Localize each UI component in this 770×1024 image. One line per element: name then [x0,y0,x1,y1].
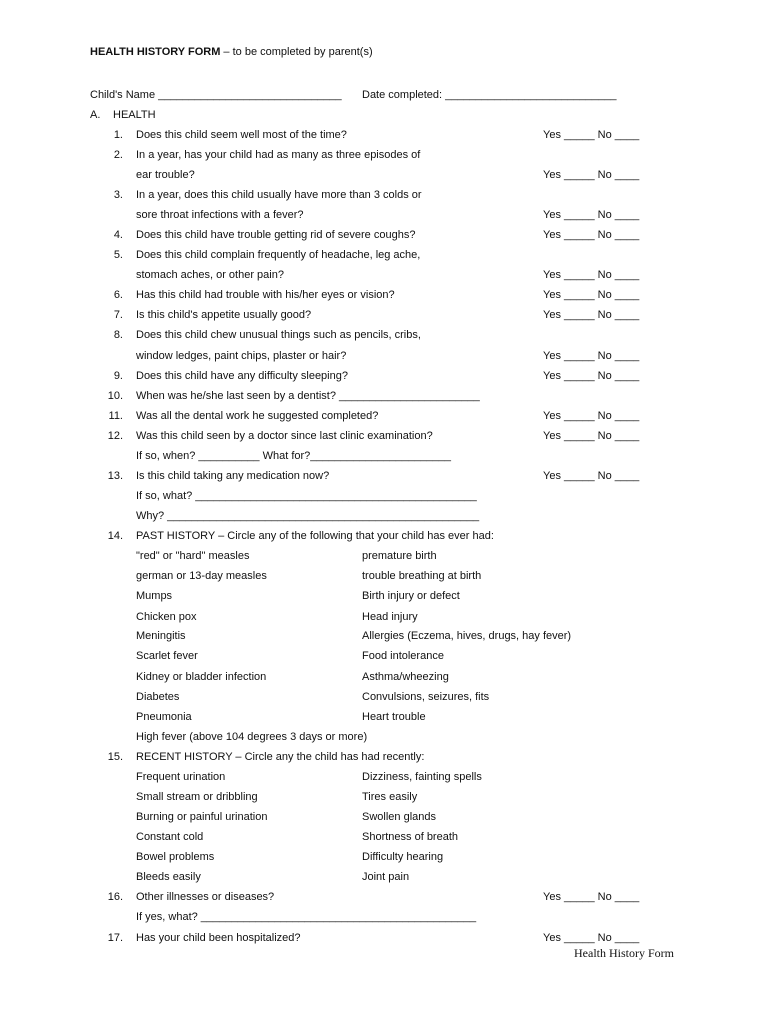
past-history-item[interactable]: Pneumonia [136,711,192,723]
section-letter: A. [90,109,101,121]
yes-no-answer[interactable]: Yes _____ No ____ [543,470,640,482]
question-text: Is this child taking any medication now? [136,470,330,482]
question-followup[interactable]: If so, when? __________ What for?_______________________ [136,450,451,462]
past-history-item[interactable]: Allergies (Eczema, hives, drugs, hay fever) [362,630,572,642]
form-title-subtitle: – to be completed by parent(s) [220,46,373,58]
recent-history-item[interactable]: Dizziness, fainting spells [362,771,482,783]
question-text: ear trouble? [136,169,195,181]
recent-history-item[interactable]: Tires easily [362,791,418,803]
question-text: Does this child complain frequently of headache, leg ache, [136,249,421,261]
yes-no-answer[interactable]: Yes _____ No ____ [543,309,640,321]
past-history-item[interactable]: Convulsions, seizures, fits [362,691,490,703]
question-text: PAST HISTORY – Circle any of the following that your child has ever had: [136,530,494,542]
question-text: stomach aches, or other pain? [136,269,284,281]
question-number: 11. [108,410,123,422]
question-text: Other illnesses or diseases? [136,891,275,903]
question-text: Is this child's appetite usually good? [136,309,312,321]
form-title [90,45,373,59]
yes-no-answer[interactable]: Yes _____ No ____ [543,370,640,382]
past-history-item[interactable]: High fever (above 104 degrees 3 days or more) [136,731,368,743]
yes-no-answer[interactable]: Yes _____ No ____ [543,269,640,281]
recent-history-item[interactable]: Constant cold [136,831,204,843]
past-history-item[interactable]: Meningitis [136,630,186,642]
past-history-item[interactable]: Head injury [362,611,418,623]
past-history-item[interactable]: Asthma/wheezing [362,671,449,683]
form-title-bold: HEALTH HISTORY FORM [90,46,221,58]
recent-history-item[interactable]: Joint pain [362,871,410,883]
recent-history-item[interactable]: Shortness of breath [362,831,459,843]
question-text: In a year, does this child usually have more than 3 colds or [136,189,422,201]
question-number: 17. [107,932,123,944]
past-history-item[interactable]: Heart trouble [362,711,426,723]
question-number: 15. [107,751,123,763]
question-number: 7. [113,309,123,321]
question-text: Does this child have any difficulty sleeping? [136,370,348,382]
date-completed-field[interactable]: Date completed: ____________________________ [362,89,617,101]
yes-no-answer[interactable]: Yes _____ No ____ [543,229,640,241]
recent-history-item[interactable]: Burning or painful urination [136,811,268,823]
question-text: sore throat infections with a fever? [136,209,304,221]
yes-no-answer[interactable]: Yes _____ No ____ [543,410,640,422]
recent-history-item[interactable]: Small stream or dribbling [136,791,258,803]
past-history-item[interactable]: Food intolerance [362,650,444,662]
question-number: 1. [113,129,123,141]
question-number: 13. [107,470,123,482]
question-text: Does this child seem well most of the time? [136,129,347,141]
yes-no-answer[interactable]: Yes _____ No ____ [543,129,640,141]
question-number: 10. [107,390,123,402]
yes-no-answer[interactable]: Yes _____ No ____ [543,891,640,903]
section-title: HEALTH [113,109,156,121]
question-text[interactable]: When was he/she last seen by a dentist? _______________________ [136,390,480,402]
yes-no-answer[interactable]: Yes _____ No ____ [543,430,640,442]
past-history-item[interactable]: Diabetes [136,691,180,703]
past-history-item[interactable]: Scarlet fever [136,650,198,662]
question-number: 6. [113,289,123,301]
yes-no-answer[interactable]: Yes _____ No ____ [543,350,640,362]
child-name-field[interactable]: Child's Name ______________________________ [90,89,342,101]
question-number: 14. [107,530,123,542]
question-number: 5. [113,249,123,261]
recent-history-item[interactable]: Bowel problems [136,851,215,863]
past-history-item[interactable]: Chicken pox [136,611,197,623]
past-history-item[interactable]: Kidney or bladder infection [136,671,267,683]
question-text: Was all the dental work he suggested completed? [136,410,379,422]
question-number: 3. [113,189,123,201]
question-number: 2. [113,149,123,161]
past-history-item[interactable]: Birth injury or defect [362,590,460,602]
question-number: 12. [107,430,123,442]
page-footer: Health History Form [574,946,674,960]
question-followup[interactable]: If so, what? ______________________________________________ [136,490,477,502]
past-history-item[interactable]: german or 13-day measles [136,570,267,582]
past-history-item[interactable]: trouble breathing at birth [362,570,482,582]
question-text: Was this child seen by a doctor since last clinic examination? [136,430,433,442]
recent-history-item[interactable]: Difficulty hearing [362,851,444,863]
question-text: Does this child have trouble getting rid of severe coughs? [136,229,416,241]
past-history-item[interactable]: Mumps [136,590,173,602]
recent-history-item[interactable]: Swollen glands [362,811,436,823]
recent-history-item[interactable]: Bleeds easily [136,871,201,883]
question-number: 4. [113,229,123,241]
yes-no-answer[interactable]: Yes _____ No ____ [543,169,640,181]
question-text: In a year, has your child had as many as three episodes of [136,149,421,161]
question-number: 16. [107,891,123,903]
recent-history-item[interactable]: Frequent urination [136,771,226,783]
question-number: 9. [113,370,123,382]
yes-no-answer[interactable]: Yes _____ No ____ [543,932,640,944]
question-text: Has this child had trouble with his/her eyes or vision? [136,289,395,301]
past-history-item[interactable]: premature birth [362,550,437,562]
question-followup[interactable]: If yes, what? _____________________________________________ [136,911,477,923]
question-followup[interactable]: Why? ___________________________________________________ [136,510,480,522]
question-text: RECENT HISTORY – Circle any the child has had recently: [136,751,425,763]
yes-no-answer[interactable]: Yes _____ No ____ [543,209,640,221]
question-text: window ledges, paint chips, plaster or hair? [136,350,347,362]
question-text: Has your child been hospitalized? [136,932,301,944]
past-history-item[interactable]: "red" or "hard" measles [136,550,250,562]
question-number: 8. [113,329,123,341]
question-text: Does this child chew unusual things such as pencils, cribs, [136,329,421,341]
yes-no-answer[interactable]: Yes _____ No ____ [543,289,640,301]
